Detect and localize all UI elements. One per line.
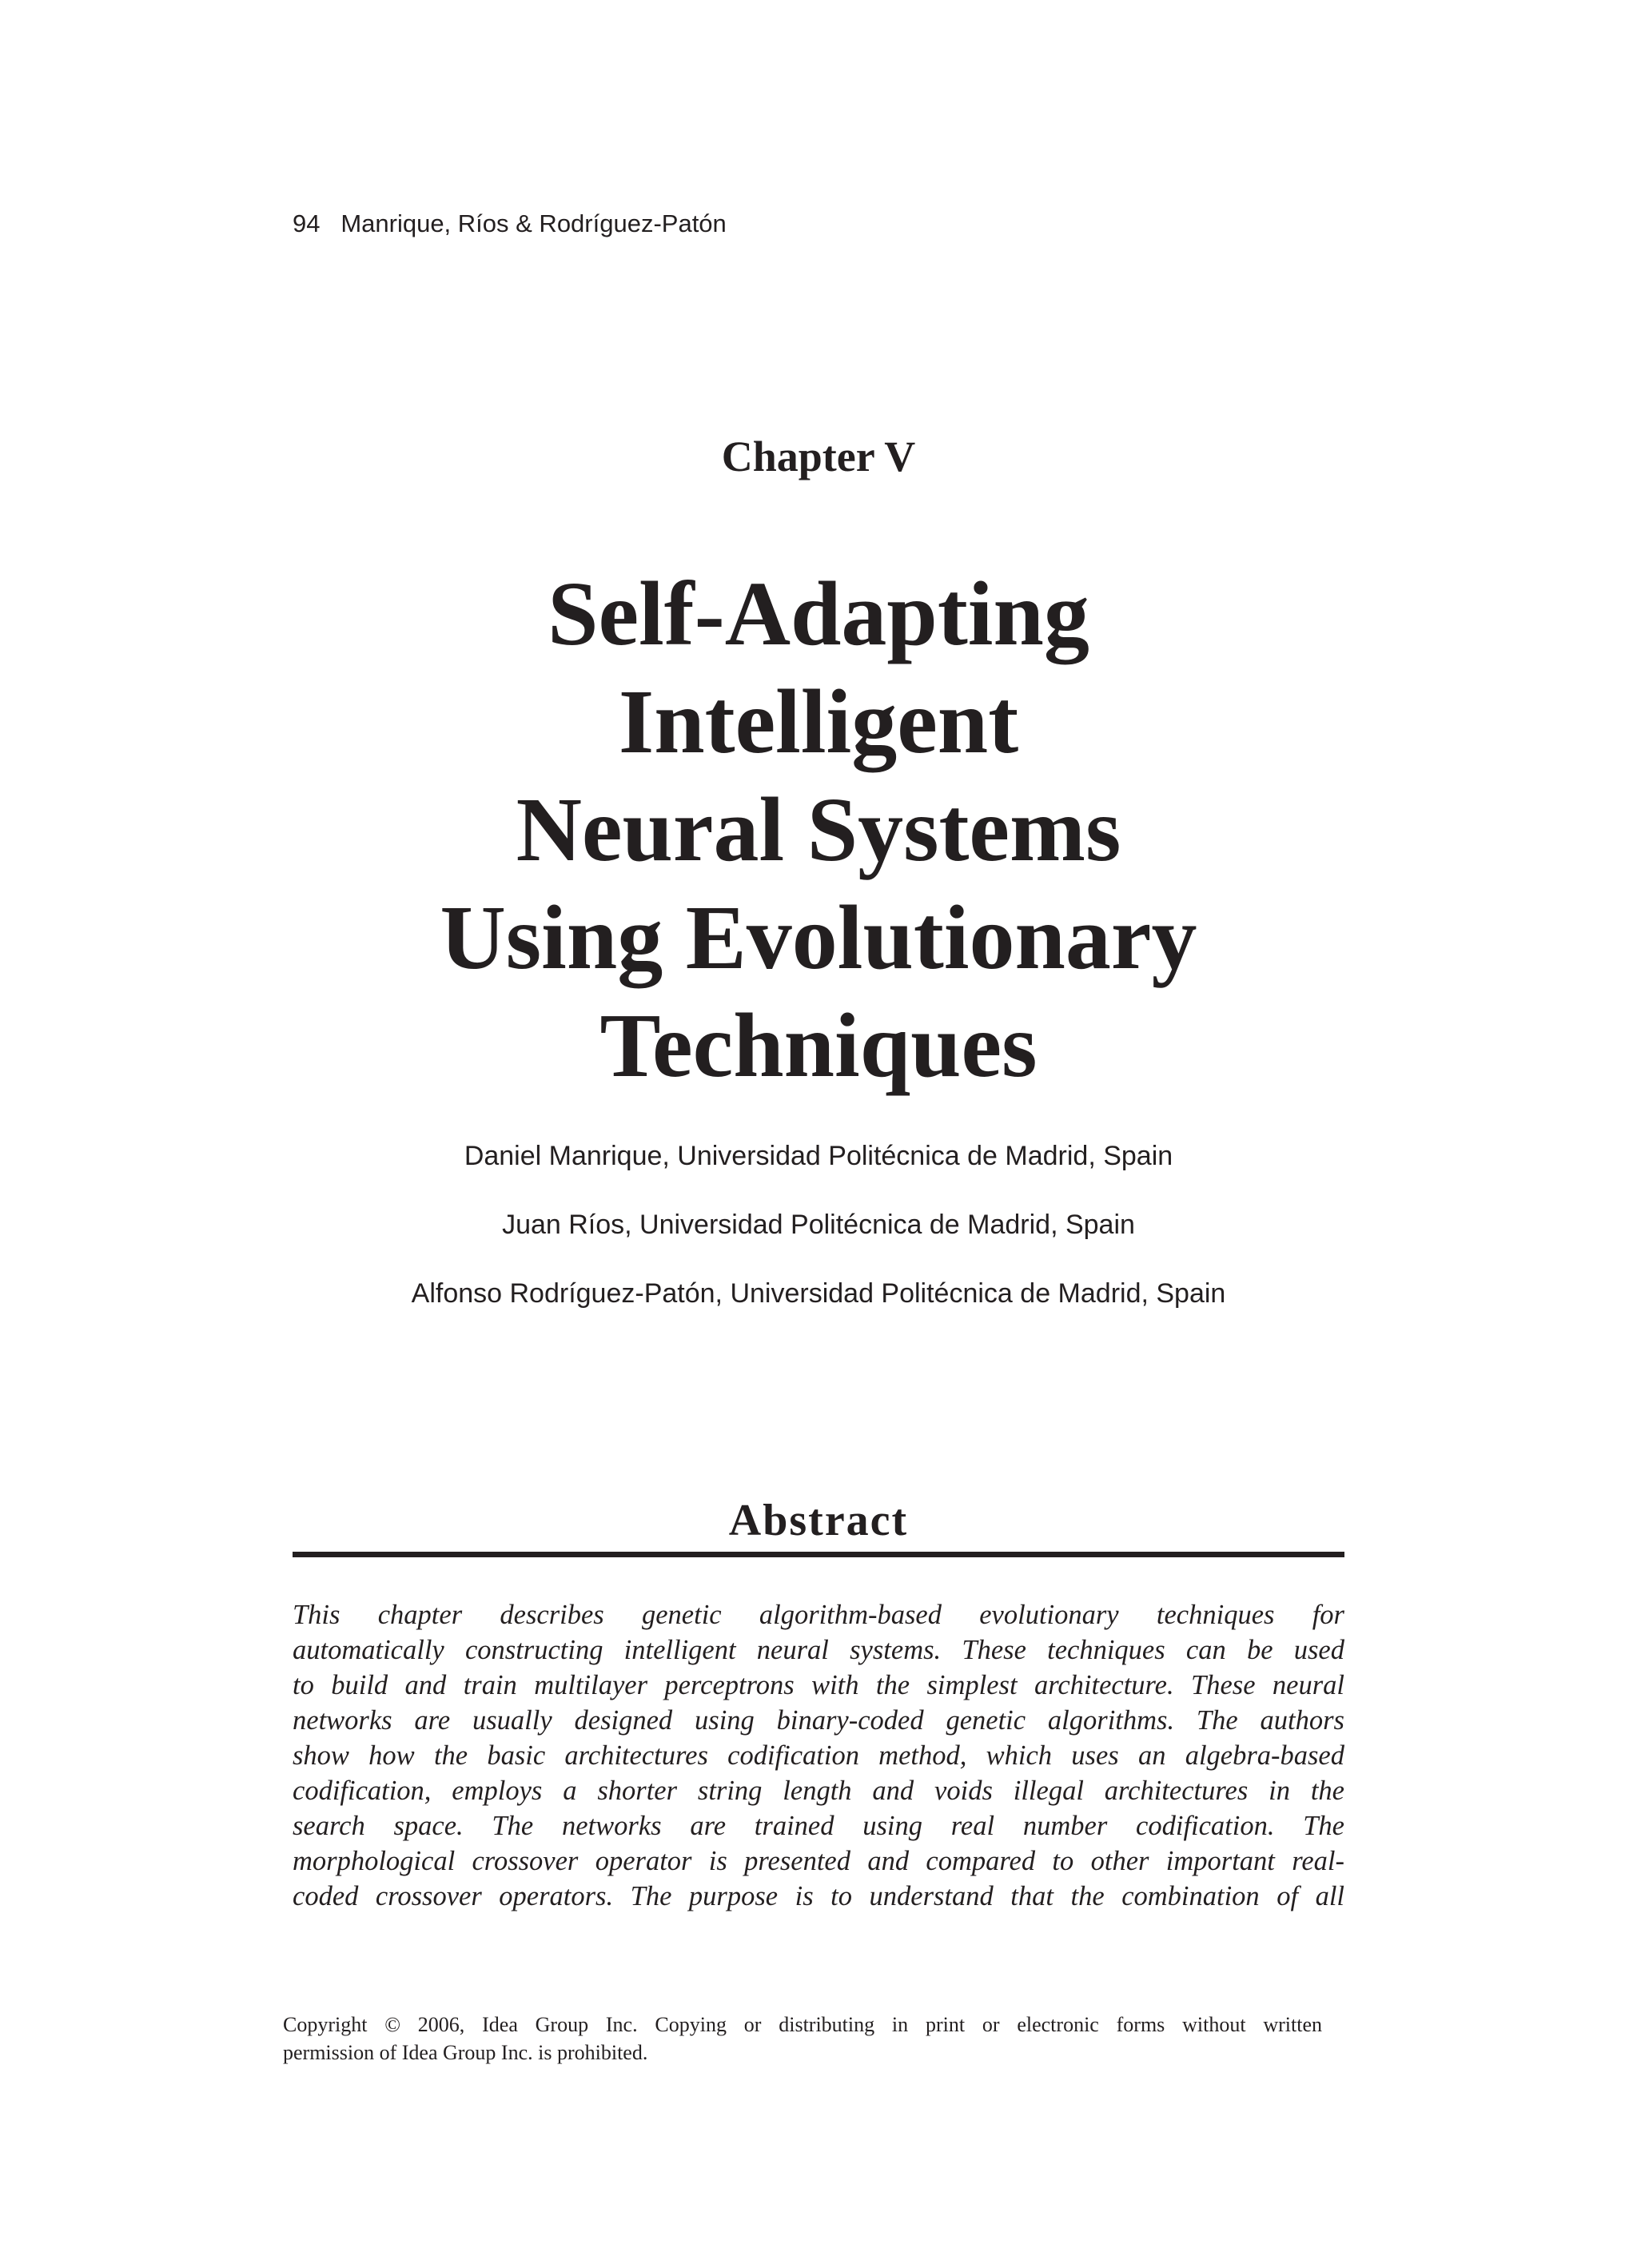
copyright-notice: [283, 2011, 1322, 2067]
abstract-line: This chapter describes genetic algorithm-based evolutionary techniques for: [293, 1600, 1344, 1630]
running-head: 94 Manrique, Ríos & Rodríguez-Patón: [293, 209, 727, 237]
abstract-line: networks are usually designed using binary-coded genetic algorithms. The authors: [293, 1705, 1344, 1736]
copyright-line: permission of Idea Group Inc. is prohibited.: [283, 2041, 648, 2064]
abstract-line: coded crossover operators. The purpose is to understand that the combination of all: [293, 1881, 1344, 1911]
author-affiliation: Daniel Manrique, Universidad Politécnica de Madrid, Spain: [464, 1141, 1173, 1171]
author-list: [0, 1135, 1637, 1341]
abstract-line: codification, employs a shorter string length and voids illegal architectures in the: [293, 1776, 1344, 1806]
copyright-line: Copyright © 2006, Idea Group Inc. Copying or distributing in print or electronic forms without written: [283, 2013, 1322, 2036]
chapter-label: Chapter V: [721, 432, 916, 480]
abstract-line: to build and train multilayer perceptrons with the simplest architecture. These neural: [293, 1670, 1344, 1700]
abstract-body: [293, 1597, 1344, 1914]
abstract-heading: Abstract: [728, 1496, 909, 1545]
abstract-line: automatically constructing intelligent neural systems. These techniques can be used: [293, 1635, 1344, 1665]
chapter-title-line: Using Evolutionary: [440, 887, 1197, 988]
chapter-title: [0, 560, 1637, 1099]
abstract-divider: [293, 1552, 1344, 1557]
chapter-title-line: Neural Systems: [516, 779, 1121, 880]
abstract-line: show how the basic architectures codification method, which uses an algebra-based: [293, 1740, 1344, 1771]
chapter-title-line: Intelligent: [618, 671, 1019, 772]
author-affiliation: Juan Ríos, Universidad Politécnica de Madrid, Spain: [502, 1210, 1135, 1240]
abstract-line: search space. The networks are trained using real number codification. The: [293, 1811, 1344, 1841]
chapter-title-line: Techniques: [599, 994, 1038, 1096]
chapter-title-line: Self-Adapting: [548, 563, 1089, 664]
author-affiliation: Alfonso Rodríguez-Patón, Universidad Politécnica de Madrid, Spain: [411, 1278, 1226, 1309]
abstract-line: morphological crossover operator is presented and compared to other important real-: [293, 1846, 1344, 1876]
